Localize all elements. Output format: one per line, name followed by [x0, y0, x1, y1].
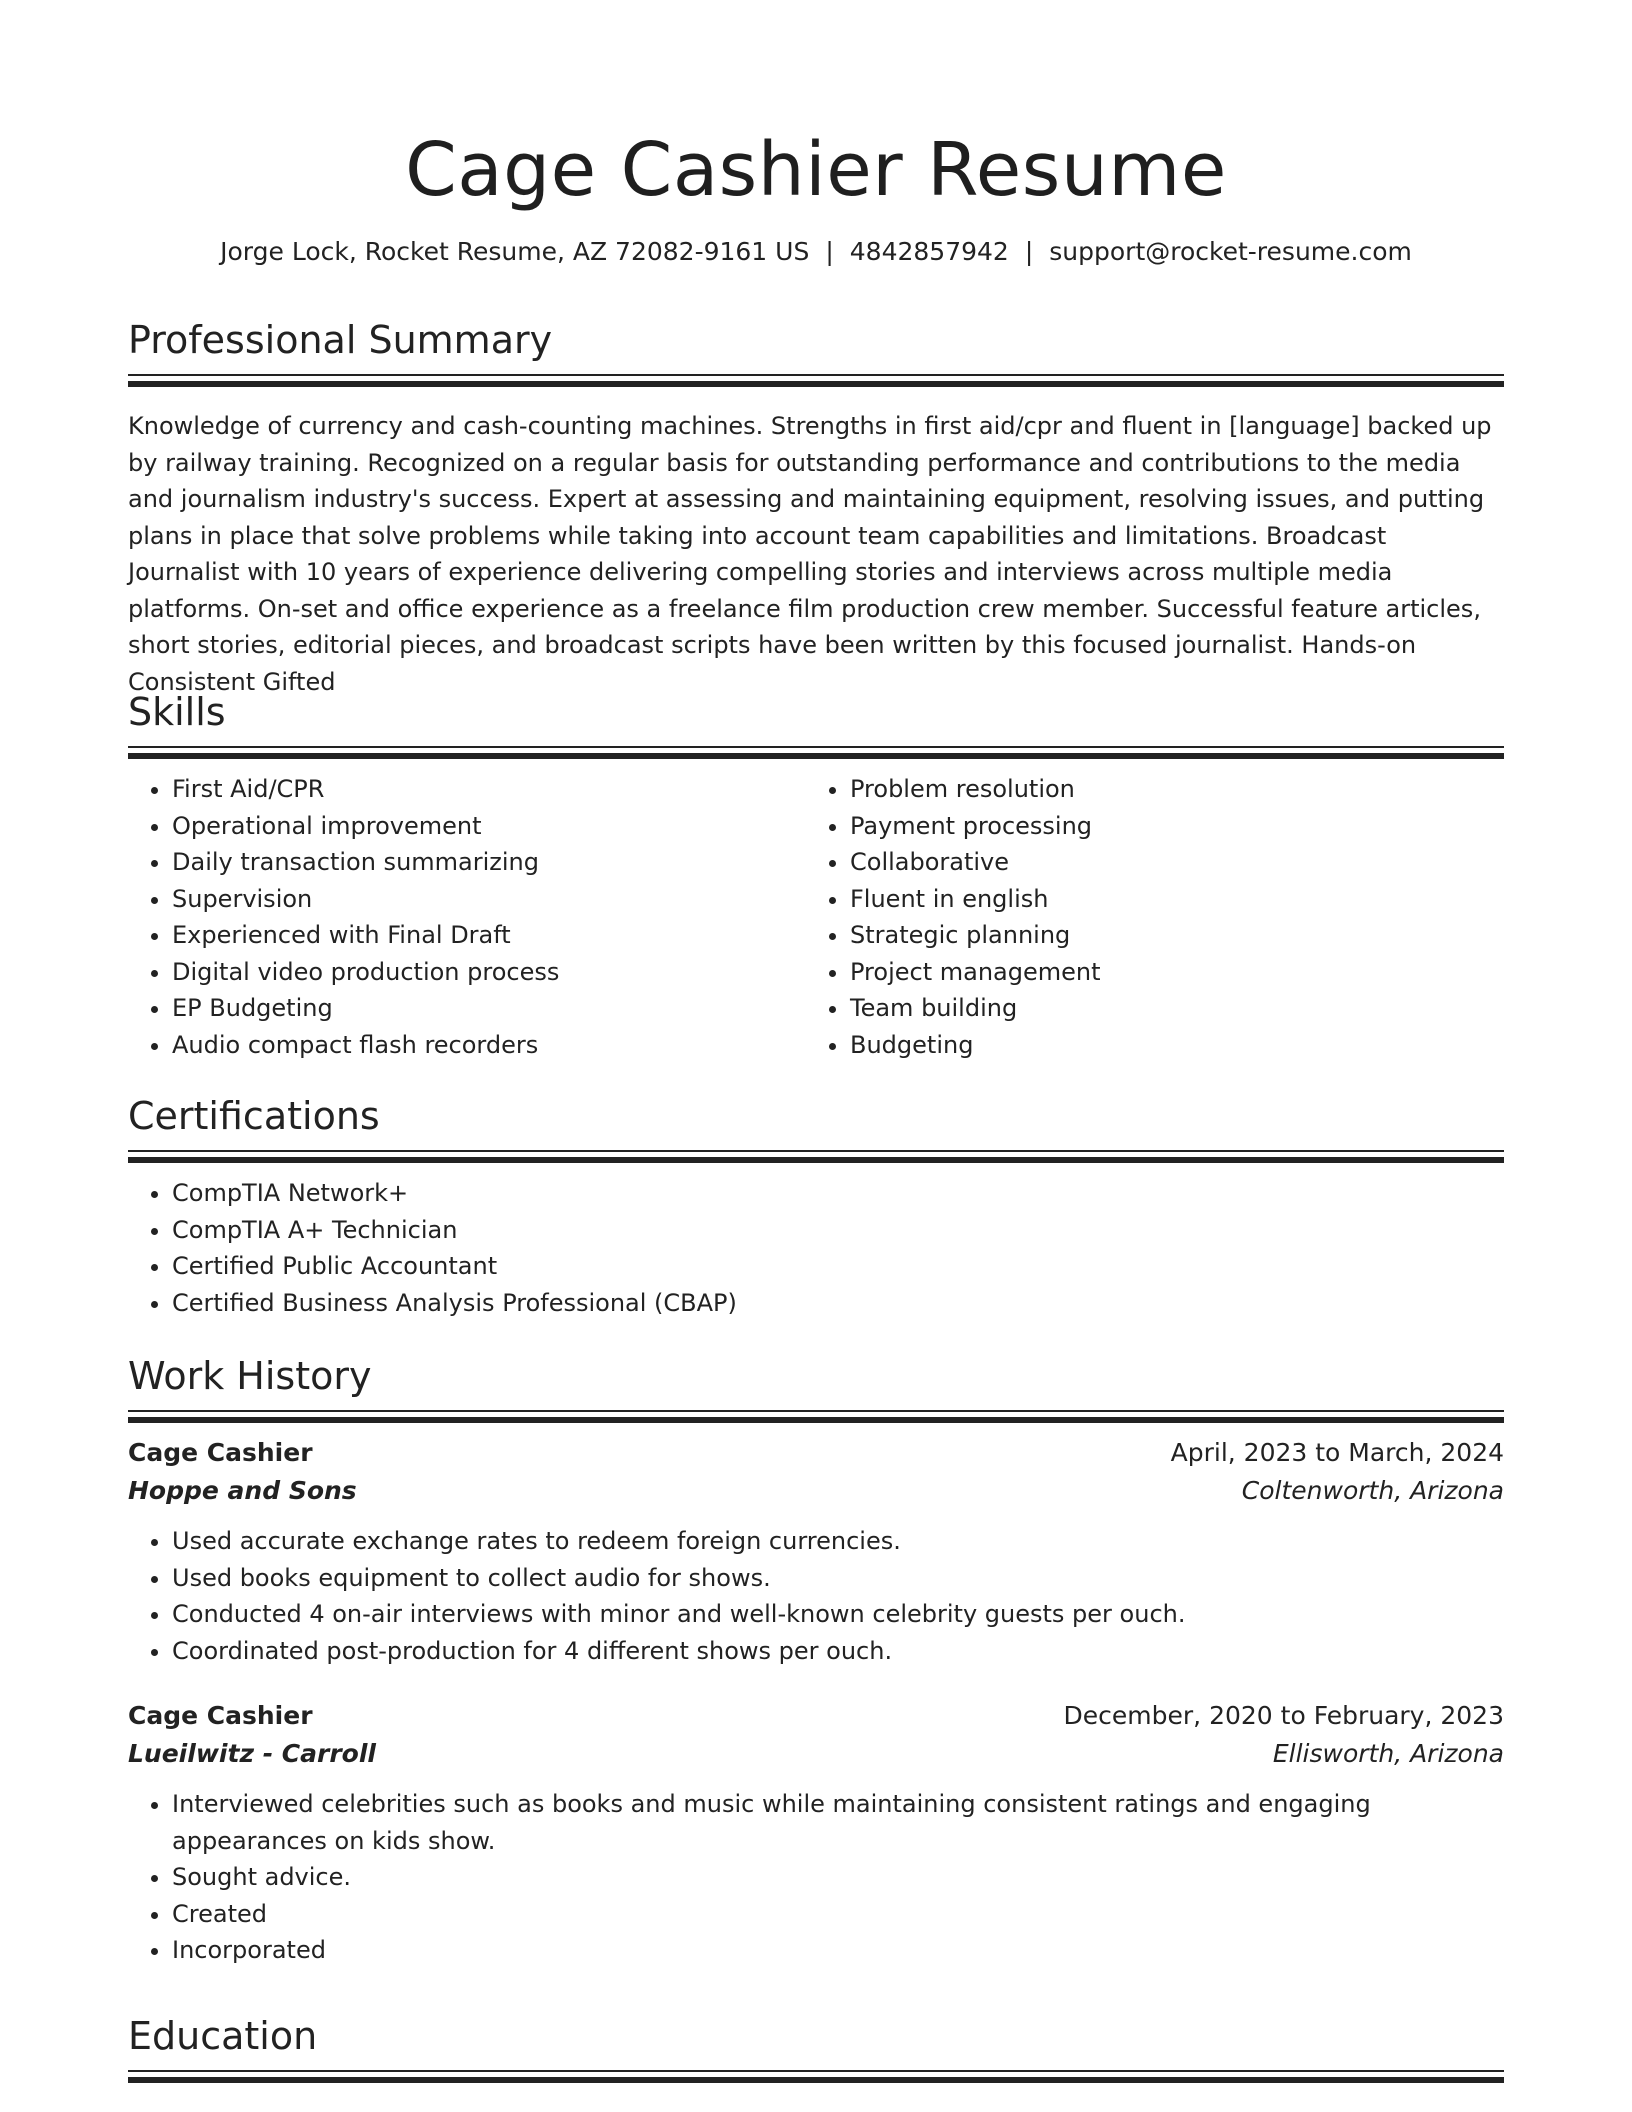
contact-separator: |: [825, 237, 834, 266]
certifications-section: [128, 1094, 1504, 1321]
skill-item: • Team building: [850, 990, 1484, 1027]
certification-item: • Certified Business Analysis Professional (CBAP): [172, 1285, 1504, 1322]
education-section: [128, 2014, 1504, 2084]
job-header: [128, 1434, 1504, 1472]
job-bullet: • Coordinated post-production for 4 different shows per ouch.: [172, 1633, 1504, 1670]
skill-item: • Audio compact flash recorders: [172, 1027, 806, 1064]
skill-item: • Collaborative: [850, 844, 1484, 881]
job-dates: April, 2023 to March, 2024: [1170, 1438, 1504, 1467]
job-location: Ellisworth, Arizona: [1272, 1739, 1504, 1768]
skill-item: • Project management: [850, 954, 1484, 991]
skill-item: • Experienced with Final Draft: [172, 917, 806, 954]
skill-item: • Problem resolution: [850, 771, 1484, 808]
job-header: [128, 1697, 1504, 1735]
skills-list-left: [128, 771, 806, 1063]
job-bullets: [128, 1786, 1504, 1969]
skill-item: • EP Budgeting: [172, 990, 806, 1027]
contact-email: support@rocket-resume.com: [1049, 237, 1412, 266]
skill-item: • Supervision: [172, 881, 806, 918]
job-bullet: • Used books equipment to collect audio for shows.: [172, 1560, 1504, 1597]
certification-item: • CompTIA A+ Technician: [172, 1212, 1504, 1249]
section-rule: [128, 1150, 1504, 1164]
job-subheader: [128, 1735, 1504, 1773]
certification-item: • CompTIA Network+: [172, 1175, 1504, 1212]
job-subheader: [128, 1472, 1504, 1510]
skill-item: • First Aid/CPR: [172, 771, 806, 808]
skill-item: • Budgeting: [850, 1027, 1484, 1064]
skills-list-right: [806, 771, 1484, 1063]
job-entry: [128, 1697, 1504, 1969]
summary-text: Knowledge of currency and cash-counting machines. Strengths in first aid/cpr and fluent in [language] backed up by railway training. Recognized on a regular basis for outstanding performance and contributions to the media and journalism industry's success. Expert at assessing and maintaining equipment, resolving issues, and putting plans in place that solve problems while taking into account team capabilities and limitations. Broadcast Journalist with 10 years of experience delivering compelling stories and interviews across multiple media platforms. On-set and office experience as a freelance film production crew member. Successful feature articles, short stories, editorial pieces, and broadcast scripts have been written by this focused journalist. Hands-on Consistent Gifted: [128, 412, 1492, 696]
certifications-list: [128, 1175, 1504, 1321]
job-bullet: • Interviewed celebrities such as books and music while maintaining consistent ratings and engaging appearances on kids show.: [172, 1786, 1504, 1859]
job-location: Coltenworth, Arizona: [1241, 1476, 1504, 1505]
section-rule: [128, 746, 1504, 760]
section-rule: [128, 1410, 1504, 1424]
summary-section: [128, 318, 1504, 700]
skills-heading: Skills: [128, 690, 226, 734]
certification-item: • Certified Public Accountant: [172, 1248, 1504, 1285]
skills-columns: [128, 771, 1504, 1063]
skill-item: • Operational improvement: [172, 808, 806, 845]
job-bullets: [128, 1523, 1504, 1669]
certifications-heading: Certifications: [128, 1094, 380, 1138]
skill-item: • Daily transaction summarizing: [172, 844, 806, 881]
summary-heading: Professional Summary: [128, 318, 553, 362]
contact-separator: |: [1024, 237, 1034, 266]
skill-item: • Fluent in english: [850, 881, 1484, 918]
job-bullet: • Used accurate exchange rates to redeem foreign currencies.: [172, 1523, 1504, 1560]
section-rule: [128, 2070, 1504, 2084]
section-rule: [128, 374, 1504, 388]
resume-page: [128, 0, 1504, 2058]
job-bullet: • Created: [172, 1896, 1504, 1933]
skill-item: • Digital video production process: [172, 954, 806, 991]
work-history-heading: Work History: [128, 1354, 372, 1398]
job-dates: December, 2020 to February, 2023: [1063, 1701, 1504, 1730]
education-heading: Education: [128, 2014, 318, 2058]
skill-item: • Strategic planning: [850, 917, 1484, 954]
job-bullet: • Incorporated: [172, 1932, 1504, 1969]
contact-phone: 4842857942: [849, 237, 1009, 266]
job-title: Cage Cashier: [128, 1438, 313, 1467]
job-title: Cage Cashier: [128, 1701, 313, 1730]
contact-line: [128, 234, 1504, 270]
job-company: Hoppe and Sons: [128, 1476, 357, 1505]
work-history-section: [128, 1354, 1504, 1969]
contact-address: Jorge Lock, Rocket Resume, AZ 72082-9161 US: [220, 237, 810, 266]
job-company: Lueilwitz - Carroll: [128, 1739, 376, 1768]
job-bullet: • Sought advice.: [172, 1859, 1504, 1896]
job-bullet: • Conducted 4 on-air interviews with minor and well-known celebrity guests per ouch.: [172, 1596, 1504, 1633]
skill-item: • Payment processing: [850, 808, 1484, 845]
resume-title: Cage Cashier Resume: [405, 127, 1227, 213]
job-entry: [128, 1434, 1504, 1669]
skills-section: [128, 690, 1504, 1063]
